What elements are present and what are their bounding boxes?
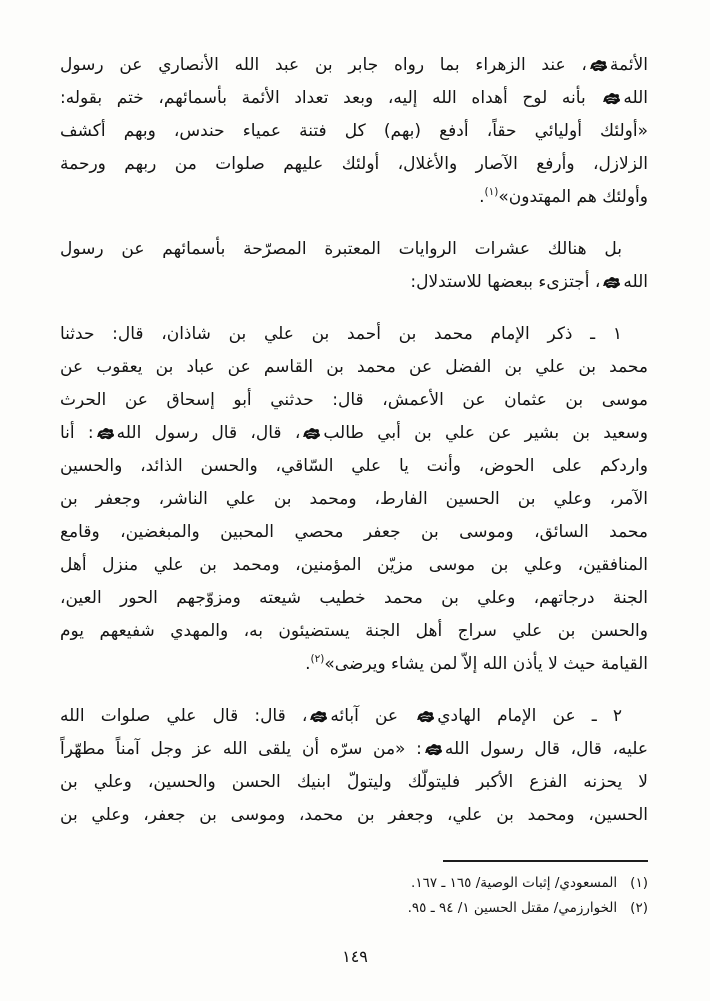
text-line: لا يحزنه الفزع الأكبر فليتولّك وليتولّ ابنيك الحسن والحسين، وعلي بن [60, 772, 648, 792]
text-line: وسعيد بن بشير عن علي بن أبي طالب ، قال، قال رسول الله : أنا [60, 423, 648, 443]
paragraph [60, 318, 648, 681]
footnote-ref: (١) [484, 186, 499, 198]
honorific-seal-icon [423, 741, 444, 757]
footnote-marker: (٢) [630, 900, 648, 916]
footnote-divider [443, 860, 648, 862]
text-line: موسى بن عثمان عن الأعمش، قال: حدثني أبو إسحاق عن الحرث [60, 390, 648, 410]
text-line: بل هنالك عشرات الروايات المعتبرة المصرّحة بأسمائهم عن رسول [60, 239, 622, 259]
text-line: الآمر، وعلي بن الحسين الفارط، ومحمد بن علي الناشر، وجعفر بن [60, 489, 648, 509]
honorific-seal-icon [415, 708, 436, 724]
body-text [60, 49, 648, 832]
honorific-seal-icon [308, 708, 329, 724]
text-line: «أولئك أوليائي حقاً، أدفع (بهم) كل فتنة عمياء حندس، وبهم أكشف [60, 121, 648, 141]
text-line: القيامة حيث لا يأذن الله إلاّ لمن يشاء ويرضى»$^{(٢)}$. [305, 653, 648, 674]
footnote-ref: (٢) [310, 653, 325, 665]
page-footer [0, 947, 710, 966]
text-line: محمد بن علي بن الفضل عن محمد بن القاسم عن عباد بن يعقوب عن [60, 357, 648, 377]
text-line: الحسين، ومحمد بن علي، وجعفر بن محمد، وموسى بن جعفر، وعلي بن [60, 805, 648, 825]
honorific-seal-icon [601, 274, 622, 290]
text-line: محمد السائق، وموسى بن جعفر محصي المحبين والمبغضين، وقامع [60, 522, 648, 542]
text-line: الأئمة ، عند الزهراء بما رواه جابر بن عبد الله الأنصاري عن رسول [60, 55, 648, 75]
text-line: الله ، أجتزىء ببعضها للاستدلال: [410, 272, 648, 292]
text-line: ٢ ـ عن الإمام الهادي عن آبائه ، قال: قال علي صلوات الله [60, 706, 622, 726]
text-line: عليه، قال، قال رسول الله : «من سرّه أن يلقى الله عز وجل آمناً مطهّراً [60, 739, 648, 759]
footnote-area [60, 860, 648, 921]
paragraph [60, 49, 648, 214]
footnote [60, 896, 648, 921]
footnote-text: الخوارزمي/ مقتل الحسين ١/ ٩٤ ـ ٩٥. [407, 900, 618, 916]
footnote [60, 871, 648, 896]
honorific-seal-icon [588, 57, 609, 73]
footnotes [60, 871, 648, 921]
honorific-seal-icon [301, 425, 322, 441]
honorific-seal-icon [95, 425, 116, 441]
footnote-marker: (١) [630, 875, 648, 891]
text-line: والحسن بن علي سراج أهل الجنة يستضيئون به، والمهدي شفيعهم يوم [60, 621, 648, 641]
paragraph [60, 233, 648, 299]
footnote-text: المسعودي/ إثبات الوصية/ ١٦٥ ـ ١٦٧. [411, 875, 618, 891]
honorific-seal-icon [601, 90, 622, 106]
text-line: وأولئك هم المهتدون»$^{(١)}$. [479, 186, 648, 207]
text-line: الزلازل، وأرفع الآصار والأغلال، أولئك عليهم صلوات من ربهم ورحمة [60, 154, 648, 174]
text-line: واردكم على الحوض، وأنت يا علي السّاقي، والحسن الذائد، والحسين [60, 456, 648, 476]
text-line: ١ ـ ذكر الإمام محمد بن أحمد بن علي بن شاذان، قال: حدثنا [60, 324, 622, 344]
paragraph [60, 700, 648, 832]
text-line: الجنة درجاتهم، وعلي بن محمد خطيب شيعته ومزوّجهم الحور العين، [60, 588, 648, 608]
text-line: الله بأنه لوح أهداه الله إليه، وبعد تعداد الأئمة بأسمائهم، ختم بقوله: [60, 88, 648, 108]
page-number: ١٤٩ [342, 947, 368, 966]
text-line: المنافقين، وعلي بن موسى مزيّن المؤمنين، ومحمد بن علي منزل أهل [60, 555, 648, 575]
